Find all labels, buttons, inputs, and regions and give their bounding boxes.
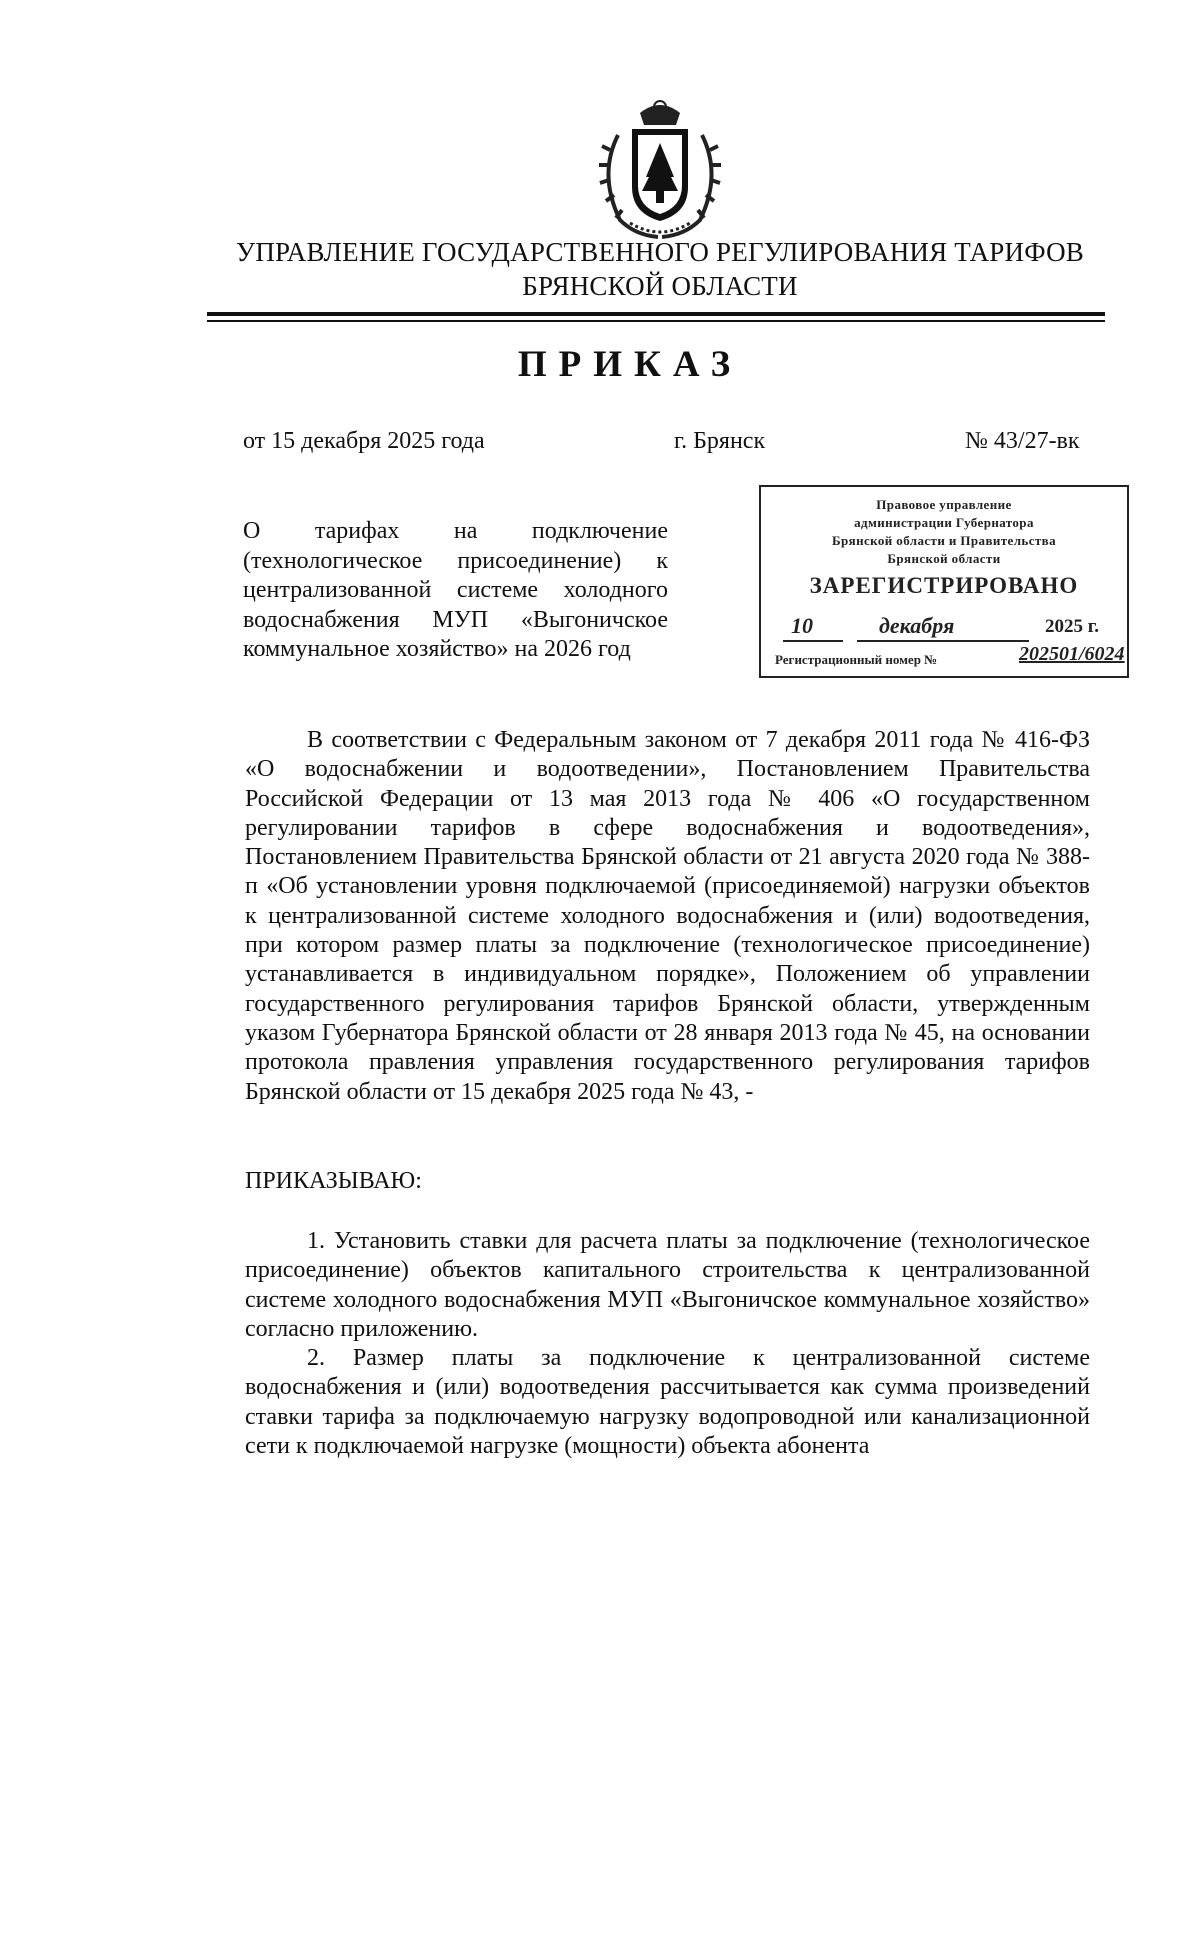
stamp-registered: ЗАРЕГИСТРИРОВАНО (809, 573, 1079, 598)
organization-region: БРЯНСКОЙ ОБЛАСТИ (522, 271, 798, 301)
stamp-reg-number: 202501/6024 (1019, 643, 1125, 665)
item-1-text: 1. Установить ставки для расчета платы за подключение (технологическое присоединение) объектов капитального строительства к централизованной системе холодного водоснабжения МУП «Выгоничское коммунальное хозяйство» согласно приложению. (245, 1228, 1090, 1342)
document-subject: О тарифах на подключение (технологическое присоединение) к централизованной системе холодного водоснабжения МУП «Выгоничское коммунальное хозяйство» на 2026 год (243, 518, 668, 662)
header-divider-thick (207, 312, 1105, 316)
stamp-line: Брянской области (887, 551, 1001, 566)
preamble-text: В соответствии с Федеральным законом от 7 декабря 2011 года № 416-ФЗ «О водоснабжении и водоотведении», Постановлением Правительства Российской Федерации от 13 мая 2013 года № 406 «О государственном регулировании тарифов в сфере водоснабжения и водоотведения», Постановлением Правительства Брянской области от 21 августа 2020 года № 388-п «Об установлении уровня подключаемой (присоединяемой) нагрузки объектов к централизованной системе холодного водоснабжения и (или) водоотведения, при котором размер платы за подключение (технологическое присоединение) устанавливается в индивидуальном порядке», Положением об управлении государственного регулирования тарифов Брянской области, утвержденным указом Губернатора Брянской области от 28 января 2013 года № 45, на основании протокола правления управления государственного регулирования тарифов Брянской области от 15 декабря 2025 года № 43, - (245, 727, 1090, 1105)
stamp-month: декабря (879, 613, 955, 638)
stamp-reg-label: Регистрационный номер № (775, 652, 938, 667)
document-city: г. Брянск (674, 428, 766, 454)
organization-name: УПРАВЛЕНИЕ ГОСУДАРСТВЕННОГО РЕГУЛИРОВАНИЯ ТАРИФОВ (236, 237, 1084, 267)
item-2-paragraph (245, 1344, 1090, 1461)
stamp-month-underline (857, 640, 1029, 642)
stamp-line: Брянской области и Правительства (832, 533, 1056, 548)
document-title: ПРИКАЗ (517, 344, 743, 385)
order-word: ПРИКАЗЫВАЮ: (245, 1168, 422, 1194)
stamp-line: администрации Губернатора (854, 515, 1034, 530)
bryansk-coat-of-arms-icon (590, 95, 730, 245)
document-number: № 43/27-вк (965, 428, 1080, 454)
item-1-paragraph (245, 1227, 1090, 1344)
document-date: от 15 декабря 2025 года (243, 428, 485, 454)
preamble-paragraph (245, 726, 1090, 1107)
header-divider-thin (207, 320, 1105, 322)
stamp-day-underline (783, 640, 843, 642)
stamp-day: 10 (791, 613, 813, 638)
stamp-line: Правовое управление (876, 497, 1012, 512)
stamp-year: 2025 г. (1045, 616, 1099, 637)
item-2-text: 2. Размер платы за подключение к централизованной системе водоснабжения и (или) водоотведения рассчитывается как сумма произведений ставки тарифа за подключаемую нагрузку водопроводной или канализационной сети к подключаемой нагрузке (мощности) объекта абонента (245, 1345, 1090, 1459)
registration-stamp (759, 485, 1129, 678)
